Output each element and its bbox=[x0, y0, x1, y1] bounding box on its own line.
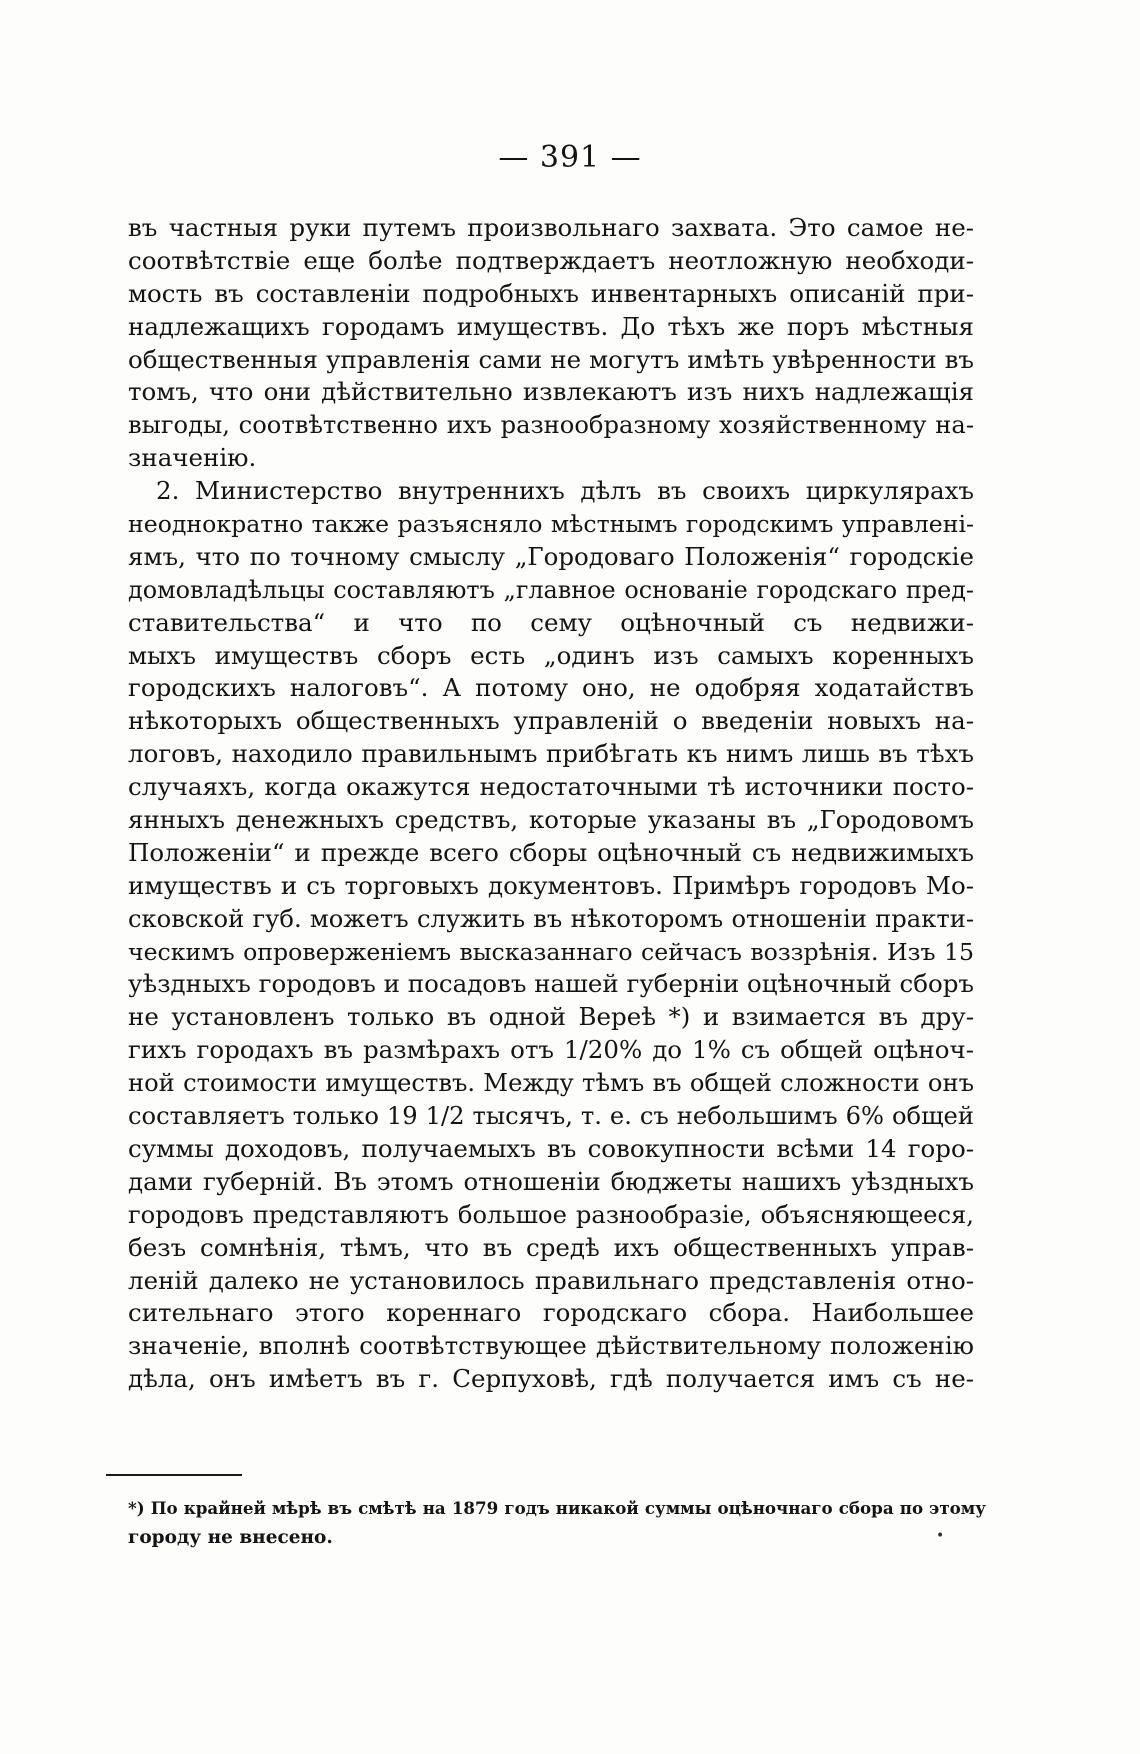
footnote-line: городу не внесено. bbox=[128, 1527, 333, 1548]
text-line: имуществъ и съ торговыхъ документовъ. Примѣръ городовъ Мо- bbox=[128, 870, 974, 900]
text-line: ной стоимости имуществъ. Между тѣмъ въ общей сложности онъ bbox=[128, 1069, 974, 1098]
text-line: мость въ составленіи подробныхъ инвентарныхъ описаній при- bbox=[128, 278, 974, 308]
page-number: — 391 — bbox=[498, 140, 642, 175]
text-line: выгоды, соотвѣтственно ихъ разнообразному хозяйственному на- bbox=[128, 411, 974, 440]
text-line: нѣкоторыхъ общественныхъ управленій о введеніи новыхъ на- bbox=[128, 706, 974, 736]
text-line: составляетъ только 19 1/2 тысячъ, т. е. съ небольшимъ 6% общей bbox=[128, 1102, 974, 1131]
text-line: томъ, что они дѣйствительно извлекаютъ изъ нихъ надлежащія bbox=[128, 377, 974, 407]
text-line: ямъ, что по точному смыслу „Городоваго Положенія“ городскіе bbox=[128, 541, 974, 571]
footnote-divider bbox=[106, 1474, 242, 1476]
text-line: случаяхъ, когда окажутся недостаточными тѣ источники посто- bbox=[128, 772, 974, 802]
text-line: значенію. bbox=[128, 443, 257, 473]
text-line: янныхъ денежныхъ средствъ, которые указаны въ „Городовомъ bbox=[128, 805, 974, 835]
body-text bbox=[128, 212, 974, 1396]
text-line: надлежащихъ городамъ имуществъ. До тѣхъ же поръ мѣстныя bbox=[128, 311, 974, 341]
footnote-line: *) По крайней мѣрѣ въ смѣтѣ на 1879 годъ никакой суммы оцѣночнаго сбора по этому bbox=[128, 1498, 986, 1518]
text-line: мыхъ имуществъ сборъ есть „одинъ изъ самыхъ коренныхъ bbox=[128, 640, 974, 670]
text-line: ставительства“ и что по сему оцѣночный съ недвижи- bbox=[128, 607, 974, 637]
text-line: суммы доходовъ, получаемыхъ въ совокупности всѣми 14 горо- bbox=[128, 1133, 974, 1163]
text-line: соотвѣтствіе еще болѣе подтверждаетъ неотложную необходи- bbox=[128, 245, 974, 275]
text-line: уѣздныхъ городовъ и посадовъ нашей губерніи оцѣночный сборъ bbox=[128, 969, 974, 999]
text-line: городовъ представляютъ большое разнообразіе, объясняющееся, bbox=[128, 1200, 974, 1229]
text-line: общественныя управленія сами не могутъ имѣть увѣренности въ bbox=[128, 344, 974, 374]
text-line: сковской губ. можетъ служить въ нѣкоторомъ отношеніи практи- bbox=[128, 904, 974, 933]
text-line: значеніе, вполнѣ соотвѣтствующее дѣйствительному положенію bbox=[128, 1331, 974, 1361]
text-line: не установленъ только въ одной Вереѣ *) и взимается въ дру- bbox=[128, 1002, 974, 1032]
text-line: Положеніи“ и прежде всего сборы оцѣночный съ недвижимыхъ bbox=[128, 837, 974, 867]
text-line: неоднократно также разъясняло мѣстнымъ городскимъ управленi- bbox=[128, 510, 974, 539]
text-line: ческимъ опроверженіемъ высказаннаго сейчасъ воззрѣнія. Изъ 15 bbox=[128, 937, 974, 966]
text-line: логовъ, находило правильнымъ прибѣгать къ нимъ лишь въ тѣхъ bbox=[128, 739, 974, 769]
text-line: сительнаго этого кореннаго городскаго сбора. Наибольшее bbox=[128, 1298, 974, 1328]
text-line: леній далеко не установилось правильнаго представленія отно- bbox=[128, 1265, 974, 1295]
paragraph-start-line: 2. Министерство внутреннихъ дѣлъ въ своихъ циркулярахъ bbox=[156, 476, 974, 506]
text-line: въ частныя руки путемъ произвольнаго захвата. Это самое не- bbox=[128, 213, 974, 242]
ink-speck: • bbox=[936, 1528, 945, 1544]
text-line: гихъ городахъ въ размѣрахъ отъ 1/20% до 1% съ общей оцѣноч- bbox=[128, 1035, 974, 1065]
footnote bbox=[128, 1493, 986, 1553]
text-line: дѣла, онъ имѣетъ въ г. Серпуховѣ, гдѣ получается имъ съ не- bbox=[128, 1364, 974, 1394]
text-line: дами губерній. Въ этомъ отношеніи бюджеты нашихъ уѣздныхъ bbox=[128, 1166, 974, 1196]
text-line: домовладѣльцы составляютъ „главное основаніе городскаго пред- bbox=[128, 575, 974, 604]
text-line: городскихъ налоговъ“. А потому оно, не одобряя ходатайствъ bbox=[128, 673, 974, 703]
text-line: безъ сомнѣнія, тѣмъ, что въ средѣ ихъ общественныхъ управ- bbox=[128, 1232, 974, 1262]
